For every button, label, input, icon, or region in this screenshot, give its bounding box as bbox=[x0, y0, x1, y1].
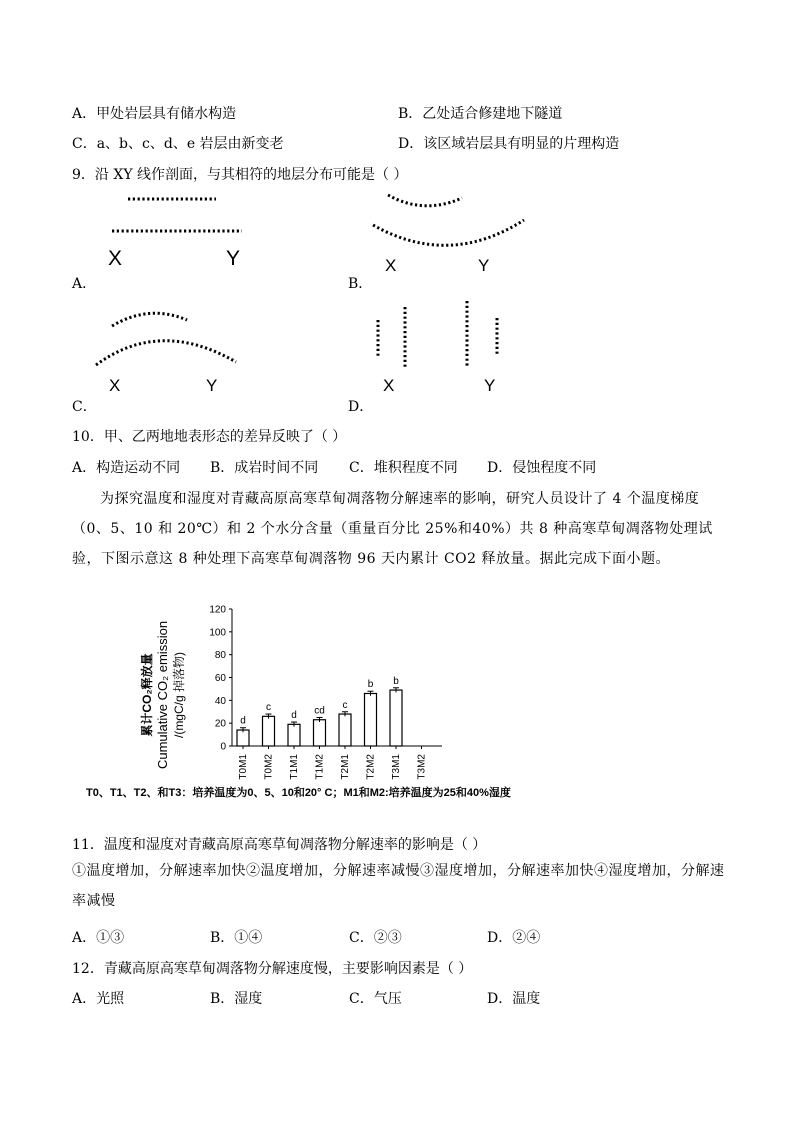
bar bbox=[263, 716, 275, 746]
q8-option-b: B．乙处适合修建地下隧道 bbox=[398, 106, 563, 122]
q10-stem: 10．甲、乙两地地表形态的差异反映了（ ） bbox=[72, 429, 347, 445]
diagram-b-y-label: Y bbox=[478, 256, 490, 275]
x-tick-label: T2M2 bbox=[365, 754, 377, 780]
q10-option-a: A．构造运动不同 bbox=[72, 460, 181, 476]
q9-option-c-label: C． bbox=[72, 399, 97, 415]
y-tick-label: 100 bbox=[209, 627, 226, 639]
q11-option-c: C．②③ bbox=[349, 930, 402, 946]
y-axis-title-line-en: Cumulative CO₂ emission bbox=[155, 620, 170, 770]
y-tick-label: 60 bbox=[214, 673, 226, 684]
chart-caption: T0、T1、T2、和T3：培养温度为0、5、10和20° C；M1和M2:培养温度为25和40%湿度 bbox=[86, 787, 511, 799]
bar bbox=[237, 730, 249, 746]
diagram-a-x-label: X bbox=[108, 247, 123, 270]
bar bbox=[365, 693, 377, 746]
x-tick-label: T3M2 bbox=[416, 754, 428, 780]
x-tick-label: T1M2 bbox=[314, 754, 326, 780]
q12-option-c: C．气压 bbox=[349, 991, 402, 1007]
bar bbox=[390, 690, 402, 746]
q8-option-c: C．a、b、c、d、e 岩层由新变老 bbox=[72, 136, 284, 152]
diagram-d-y-label: Y bbox=[484, 376, 496, 395]
q12-stem: 12．青藏高原高寒草甸凋落物分解速度慢，主要影响因素是（ ） bbox=[72, 961, 473, 977]
y-tick-label: 20 bbox=[214, 718, 226, 730]
q11-option-d: D．②④ bbox=[487, 930, 541, 946]
significance-label: c bbox=[266, 702, 271, 714]
q10-option-b: B．成岩时间不同 bbox=[210, 460, 319, 476]
bar bbox=[339, 714, 351, 746]
significance-label: b bbox=[393, 675, 399, 687]
significance-label: b bbox=[367, 679, 374, 691]
bar bbox=[288, 724, 300, 746]
q10-option-c: C．堆积程度不同 bbox=[349, 460, 458, 476]
q8-option-a: A．甲处岩层具有储水构造 bbox=[72, 106, 237, 122]
y-tick-label: 120 bbox=[209, 604, 226, 616]
y-tick-label: 0 bbox=[220, 741, 226, 753]
diagram-c-y-label: Y bbox=[206, 376, 218, 395]
q12-option-a: A．光照 bbox=[72, 991, 125, 1007]
q9-option-b-label: B． bbox=[348, 276, 373, 292]
significance-label: cd bbox=[314, 705, 325, 717]
diagram-a-y-label: Y bbox=[226, 247, 241, 270]
significance-label: d bbox=[240, 715, 246, 727]
passage-text: 为探究温度和湿度对青藏高原高寒草甸凋落物分解速率的影响，研究人员设计了 4 个温度梯度（0、5、10 和 20℃）和 2 个水分含量（重量百分比 25%和40%）共 8 种高寒草甸凋落物处理试验，下图示意这 8 种处理下高寒草甸凋落物 96 天内累计 CO2 释放量。据此完成下面小题。 bbox=[72, 491, 713, 567]
q11-option-a: A．①③ bbox=[72, 930, 125, 946]
q9-option-a-label: A． bbox=[72, 276, 97, 292]
q11-option-b: B．①④ bbox=[210, 930, 263, 946]
q11-stem: 11．温度和湿度对青藏高原高寒草甸凋落物分解速率的影响是（ ） bbox=[72, 837, 487, 853]
significance-label: c bbox=[342, 699, 348, 711]
x-tick-label: T2M1 bbox=[340, 754, 351, 780]
chart-y-axis-title bbox=[139, 621, 187, 769]
q8-option-d: D．该区域岩层具有明显的片理构造 bbox=[398, 136, 620, 152]
y-tick-label: 40 bbox=[214, 695, 226, 707]
diagram-c-x-label: X bbox=[109, 376, 121, 395]
x-tick-label: T1M1 bbox=[289, 754, 300, 780]
diagram-d-x-label: X bbox=[383, 376, 395, 395]
bar bbox=[314, 720, 326, 746]
y-axis-title-line-unit: /(mgC/g 掉落物) bbox=[172, 652, 186, 739]
q9-stem: 9．沿 XY 线作剖面，与其相符的地层分布可能是（ ） bbox=[72, 167, 408, 183]
x-tick-label: T0M1 bbox=[238, 754, 249, 780]
significance-label: d bbox=[291, 710, 297, 722]
q9-option-d-label: D． bbox=[348, 399, 374, 415]
y-tick-label: 80 bbox=[214, 650, 226, 662]
x-tick-label: T3M1 bbox=[391, 754, 402, 780]
x-tick-label: T0M2 bbox=[263, 754, 275, 780]
y-axis-title-line-cn: 累计CO₂释放量 bbox=[140, 653, 154, 737]
q10-option-d: D．侵蚀程度不同 bbox=[487, 460, 597, 476]
diagram-b-x-label: X bbox=[385, 256, 397, 275]
q11-statements: ①温度增加，分解速率加快②温度增加，分解速率减慢③湿度增加，分解速率加快④湿度增加，分解速率减慢 bbox=[72, 863, 725, 909]
q12-option-d: D．温度 bbox=[487, 991, 541, 1007]
q12-option-b: B．湿度 bbox=[210, 991, 263, 1007]
